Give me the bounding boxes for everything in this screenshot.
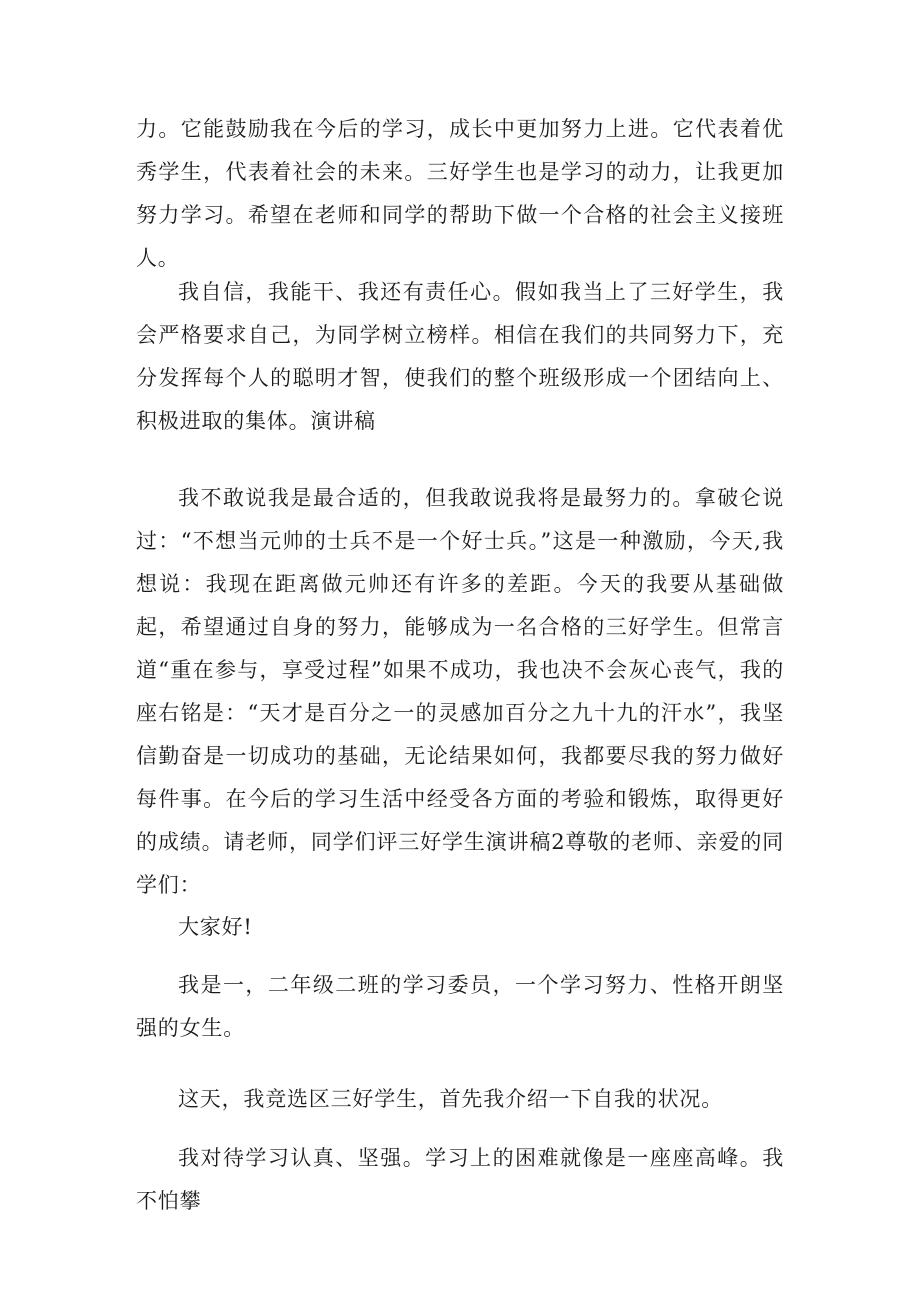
- paragraph-2: 我自信，我能干、我还有责任心。假如我当上了三好学生，我会严格要求自己，为同学树立榜样。相信在我们的共同努力下，充分发挥每个人的聪明才智，使我们的整个班级形成一个团结向上、积极进取的集体。演讲稿: [136, 280, 784, 433]
- paragraph-5: 我是一，二年级二班的学习委员，一个学习努力、性格开朗坚强的女生。: [136, 973, 784, 1040]
- paragraph-1: 力。它能鼓励我在今后的学习，成长中更加努力上进。它代表着优秀学生，代表着社会的未来。三好学生也是学习的动力，让我更加努力学习。希望在老师和同学的帮助下做一个合格的社会主义接班人。: [136, 117, 784, 270]
- paragraph-7: 我对待学习认真、坚强。学习上的困难就像是一座座高峰。我不怕攀: [136, 1146, 784, 1213]
- paragraph-6: 这天，我竞选区三好学生，首先我介绍一下自我的状况。: [178, 1087, 723, 1111]
- paragraph-3: 我不敢说我是最合适的，但我敢说我将是最努力的。拿破仑说过：“不想当元帅的士兵不是一个好士兵。”这是一种激励，今天,我想说：我现在距离做元帅还有许多的差距。今天的我要从基础做起，希望通过自身的努力，能够成为一名合格的三好学生。但常言道“重在参与，享受过程”如果不成功，我也决不会灰心丧气，我的座右铭是：“天才是百分之一的灵感加百分之九十九的汗水”，我坚信勤奋是一切成功的基础，无论结果如何，我都要尽我的努力做好每件事。在今后的学习生活中经受各方面的考验和锻炼，取得更好的成绩。请老师，同学们评三好学生演讲稿2尊敬的老师、亲爱的同学们：: [136, 486, 784, 897]
- paragraph-4: 大家好!: [178, 915, 253, 939]
